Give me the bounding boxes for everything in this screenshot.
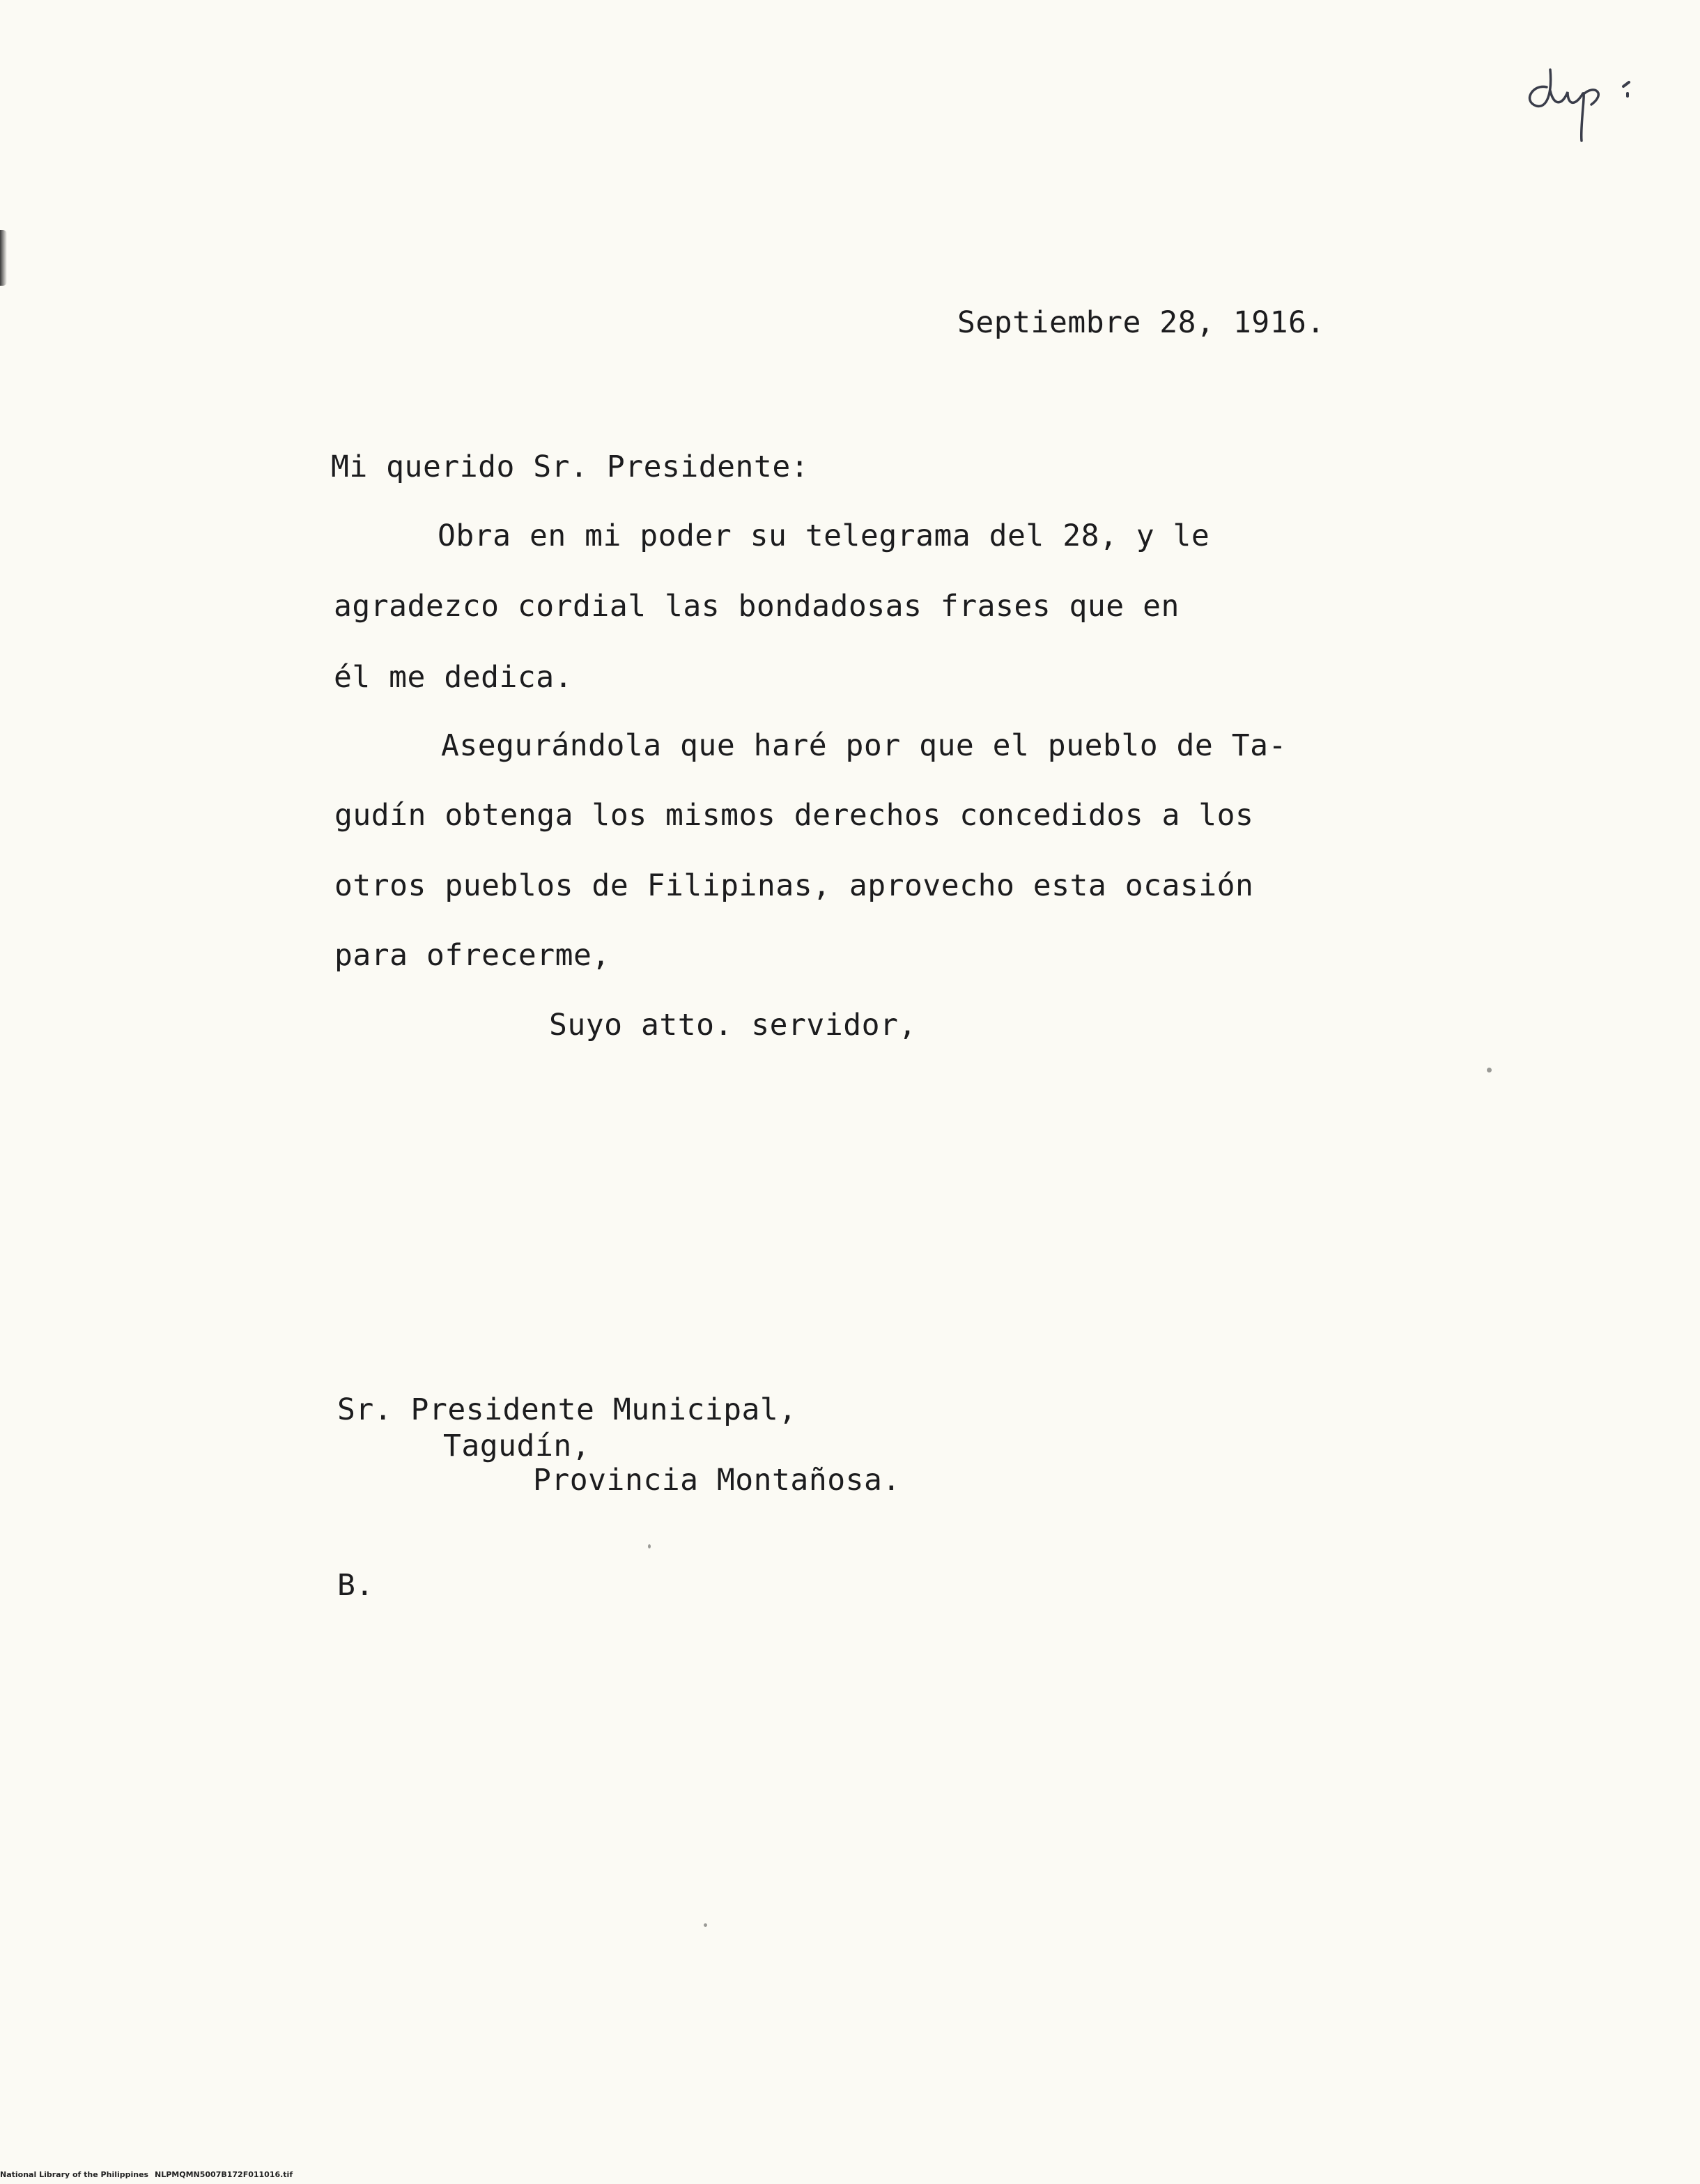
addressee-line-2: Tagudín, — [443, 1429, 591, 1463]
letter-salutation: Mi querido Sr. Presidente: — [331, 449, 810, 484]
paper-speck — [704, 1923, 707, 1927]
body-line-4: Asegurándola que haré por que el pueblo de Ta- — [441, 728, 1287, 763]
typist-initial: B. — [337, 1568, 374, 1603]
scan-edge-mark — [0, 230, 7, 286]
body-line-1: Obra en mi poder su telegrama del 28, y le — [438, 518, 1210, 553]
paper-speck — [1487, 1068, 1492, 1072]
body-line-6: otros pueblos de Filipinas, aprovecho esta ocasión — [334, 868, 1254, 903]
paper-speck — [648, 1544, 651, 1548]
library-footer-label: National Library of the Philippines — [0, 2170, 149, 2179]
addressee-line-1: Sr. Presidente Municipal, — [337, 1392, 797, 1427]
body-line-7: para ofrecerme, — [334, 938, 610, 973]
body-line-2: agradezco cordial las bondadosas frases que en — [334, 589, 1180, 624]
body-line-3: él me dedica. — [334, 660, 573, 695]
handwritten-annotation — [1519, 63, 1651, 146]
letter-date: Septiembre 28, 1916. — [957, 305, 1325, 340]
letter-closing: Suyo atto. servidor, — [549, 1008, 917, 1043]
addressee-line-3: Provincia Montañosa. — [533, 1463, 901, 1498]
body-line-5: gudín obtenga los mismos derechos concedidos a los — [334, 798, 1254, 833]
scan-filename: NLPMQMN5007B172F011016.tif — [155, 2170, 293, 2179]
handwritten-note-text — [1519, 63, 1597, 110]
